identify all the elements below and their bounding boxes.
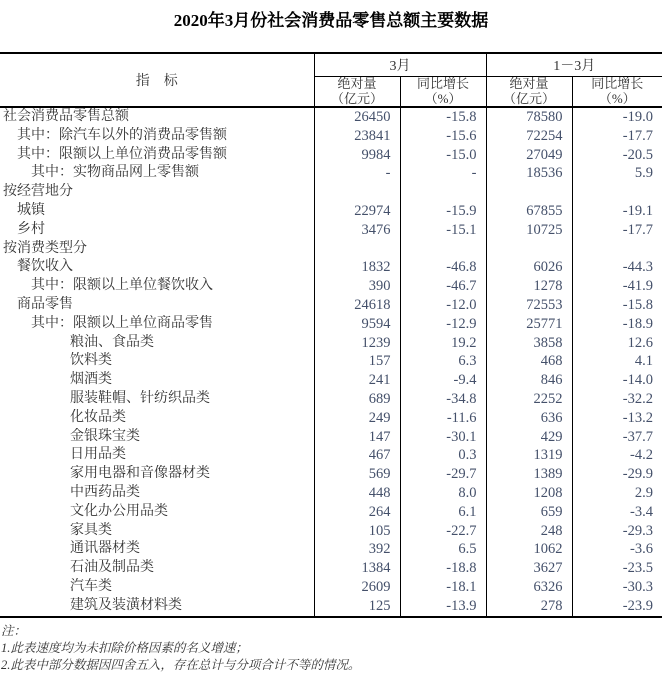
value-cell-march-yoy: -22.7	[400, 522, 486, 541]
table-row	[0, 597, 662, 617]
value-cell-march-yoy: -34.8	[400, 390, 486, 409]
value-cell-march-abs: 392	[314, 540, 400, 559]
value-cell-janmar-yoy	[572, 183, 662, 202]
value-cell-janmar-abs: 636	[486, 409, 572, 428]
table-row	[0, 107, 662, 127]
value-cell-march-abs: 23841	[314, 127, 400, 146]
value-cell-janmar-abs: 27049	[486, 146, 572, 165]
value-cell-janmar-yoy: -13.2	[572, 409, 662, 428]
value-cell-janmar-yoy: -19.0	[572, 107, 662, 127]
value-cell-march-abs: -	[314, 164, 400, 183]
value-cell-janmar-yoy: -19.1	[572, 202, 662, 221]
value-cell-march-abs: 569	[314, 465, 400, 484]
value-cell-march-abs: 264	[314, 503, 400, 522]
value-cell-janmar-abs: 3627	[486, 559, 572, 578]
table-body	[0, 107, 662, 617]
indicator-cell: 其中：限额以上单位消费品零售额	[0, 146, 314, 165]
table-row	[0, 352, 662, 371]
table-row	[0, 540, 662, 559]
table-row	[0, 465, 662, 484]
table-row	[0, 202, 662, 221]
value-cell-march-yoy: -	[400, 164, 486, 183]
indicator-cell: 其中：实物商品网上零售额	[0, 164, 314, 183]
value-cell-march-abs: 3476	[314, 221, 400, 240]
notes	[1, 623, 662, 674]
value-cell-march-abs: 22974	[314, 202, 400, 221]
note-line: 2.此表中部分数据因四舍五入，存在总计与分项合计不等的情况。	[1, 657, 662, 674]
value-cell-janmar-yoy: -23.9	[572, 597, 662, 617]
value-cell-janmar-yoy: -29.9	[572, 465, 662, 484]
value-cell-march-abs: 147	[314, 428, 400, 447]
indicator-cell: 文化办公用品类	[0, 503, 314, 522]
col-header-line: （亿元）	[315, 92, 400, 107]
indicator-cell: 社会消费品零售总额	[0, 107, 314, 127]
value-cell-janmar-abs: 78580	[486, 107, 572, 127]
indicator-cell: 日用品类	[0, 446, 314, 465]
value-cell-janmar-yoy: 2.9	[572, 484, 662, 503]
value-cell-janmar-abs: 1389	[486, 465, 572, 484]
notes-label: 注：	[1, 623, 662, 640]
indicator-cell: 化妆品类	[0, 409, 314, 428]
indicator-cell: 其中：限额以上单位餐饮收入	[0, 277, 314, 296]
col-header-line: 绝对量	[315, 77, 400, 92]
value-cell-march-abs	[314, 183, 400, 202]
value-cell-janmar-yoy: -17.7	[572, 127, 662, 146]
value-cell-janmar-abs: 6026	[486, 258, 572, 277]
value-cell-march-yoy: 6.3	[400, 352, 486, 371]
value-cell-janmar-abs: 72254	[486, 127, 572, 146]
value-cell-march-abs: 1832	[314, 258, 400, 277]
value-cell-janmar-abs: 18536	[486, 164, 572, 183]
value-cell-janmar-abs: 248	[486, 522, 572, 541]
value-cell-janmar-yoy: -44.3	[572, 258, 662, 277]
value-cell-janmar-yoy: -23.5	[572, 559, 662, 578]
value-cell-march-yoy	[400, 183, 486, 202]
indicator-cell: 烟酒类	[0, 371, 314, 390]
indicator-cell: 按消费类型分	[0, 240, 314, 259]
value-cell-janmar-yoy	[572, 240, 662, 259]
value-cell-janmar-abs	[486, 183, 572, 202]
value-cell-march-abs: 24618	[314, 296, 400, 315]
value-cell-janmar-abs: 1319	[486, 446, 572, 465]
value-cell-march-abs: 1239	[314, 334, 400, 353]
indicator-cell: 其中：限额以上单位商品零售	[0, 315, 314, 334]
value-cell-janmar-yoy: -41.9	[572, 277, 662, 296]
value-cell-janmar-yoy: -30.3	[572, 578, 662, 597]
col-group-jan-mar: 1－3月	[486, 53, 662, 77]
value-cell-march-yoy: -9.4	[400, 371, 486, 390]
indicator-cell: 建筑及装潢材料类	[0, 597, 314, 617]
value-cell-janmar-abs: 72553	[486, 296, 572, 315]
value-cell-janmar-yoy: -3.4	[572, 503, 662, 522]
indicator-cell: 家具类	[0, 522, 314, 541]
value-cell-march-yoy: 6.5	[400, 540, 486, 559]
table-row	[0, 428, 662, 447]
value-cell-janmar-abs: 659	[486, 503, 572, 522]
value-cell-march-yoy: -46.8	[400, 258, 486, 277]
value-cell-janmar-abs: 2252	[486, 390, 572, 409]
indicator-cell: 饮料类	[0, 352, 314, 371]
value-cell-janmar-yoy: 5.9	[572, 164, 662, 183]
col-header-line: 同比增长	[573, 77, 662, 92]
value-cell-janmar-yoy: -15.8	[572, 296, 662, 315]
value-cell-march-abs: 448	[314, 484, 400, 503]
value-cell-march-yoy: -15.0	[400, 146, 486, 165]
col-header-line: 同比增长	[401, 77, 486, 92]
indicator-cell: 汽车类	[0, 578, 314, 597]
value-cell-janmar-yoy: -17.7	[572, 221, 662, 240]
table-row	[0, 146, 662, 165]
value-cell-janmar-abs: 278	[486, 597, 572, 617]
page-title: 2020年3月份社会消费品零售总额主要数据	[0, 10, 662, 32]
value-cell-march-abs: 2609	[314, 578, 400, 597]
indicator-cell: 乡村	[0, 221, 314, 240]
value-cell-march-yoy: -15.8	[400, 107, 486, 127]
value-cell-march-yoy: -12.0	[400, 296, 486, 315]
value-cell-march-abs: 249	[314, 409, 400, 428]
indicator-cell: 通讯器材类	[0, 540, 314, 559]
value-cell-march-yoy: -29.7	[400, 465, 486, 484]
table-row	[0, 334, 662, 353]
value-cell-march-yoy: -11.6	[400, 409, 486, 428]
value-cell-janmar-abs: 1278	[486, 277, 572, 296]
value-cell-janmar-yoy: -18.9	[572, 315, 662, 334]
value-cell-march-abs: 9984	[314, 146, 400, 165]
indicator-cell: 商品零售	[0, 296, 314, 315]
header-group-row	[0, 53, 662, 77]
value-cell-march-abs: 390	[314, 277, 400, 296]
indicator-cell: 按经营地分	[0, 183, 314, 202]
col-header-march-abs	[314, 77, 400, 108]
col-header-janmar-abs	[486, 77, 572, 108]
table-row	[0, 409, 662, 428]
note-line: 1.此表速度均为未扣除价格因素的名义增速；	[1, 640, 662, 657]
col-header-march-yoy	[400, 77, 486, 108]
value-cell-janmar-abs: 6326	[486, 578, 572, 597]
table-row	[0, 277, 662, 296]
table-row	[0, 484, 662, 503]
value-cell-march-abs: 157	[314, 352, 400, 371]
value-cell-janmar-yoy: 12.6	[572, 334, 662, 353]
table-header	[0, 53, 662, 107]
value-cell-march-yoy	[400, 240, 486, 259]
value-cell-janmar-abs: 846	[486, 371, 572, 390]
table-row	[0, 221, 662, 240]
table-row	[0, 522, 662, 541]
table-row	[0, 164, 662, 183]
table-row	[0, 371, 662, 390]
value-cell-janmar-yoy: -29.3	[572, 522, 662, 541]
value-cell-march-abs	[314, 240, 400, 259]
value-cell-march-abs: 9594	[314, 315, 400, 334]
col-group-march: 3月	[314, 53, 486, 77]
col-header-janmar-yoy	[572, 77, 662, 108]
indicator-cell: 石油及制品类	[0, 559, 314, 578]
table-row	[0, 559, 662, 578]
value-cell-march-yoy: -13.9	[400, 597, 486, 617]
value-cell-march-abs: 467	[314, 446, 400, 465]
value-cell-march-yoy: 6.1	[400, 503, 486, 522]
value-cell-janmar-yoy: -4.2	[572, 446, 662, 465]
value-cell-janmar-abs: 429	[486, 428, 572, 447]
value-cell-janmar-abs: 67855	[486, 202, 572, 221]
value-cell-janmar-abs: 1208	[486, 484, 572, 503]
indicator-cell: 粮油、食品类	[0, 334, 314, 353]
value-cell-march-yoy: -15.6	[400, 127, 486, 146]
value-cell-janmar-yoy: -32.2	[572, 390, 662, 409]
value-cell-janmar-abs: 3858	[486, 334, 572, 353]
col-header-indicator: 指 标	[0, 53, 314, 107]
value-cell-janmar-abs: 468	[486, 352, 572, 371]
table-row	[0, 240, 662, 259]
value-cell-march-abs: 241	[314, 371, 400, 390]
data-table	[0, 52, 662, 618]
value-cell-janmar-abs	[486, 240, 572, 259]
value-cell-march-yoy: 8.0	[400, 484, 486, 503]
value-cell-march-yoy: -18.1	[400, 578, 486, 597]
value-cell-march-abs: 1384	[314, 559, 400, 578]
value-cell-march-abs: 125	[314, 597, 400, 617]
col-header-line: （%）	[573, 92, 662, 107]
table-row	[0, 503, 662, 522]
col-header-line: （%）	[401, 92, 486, 107]
indicator-cell: 家用电器和音像器材类	[0, 465, 314, 484]
table-row	[0, 258, 662, 277]
value-cell-janmar-yoy: -37.7	[572, 428, 662, 447]
value-cell-march-abs: 105	[314, 522, 400, 541]
value-cell-march-yoy: -30.1	[400, 428, 486, 447]
indicator-cell: 其中：除汽车以外的消费品零售额	[0, 127, 314, 146]
indicator-cell: 金银珠宝类	[0, 428, 314, 447]
value-cell-janmar-yoy: -20.5	[572, 146, 662, 165]
value-cell-march-yoy: -15.9	[400, 202, 486, 221]
indicator-cell: 中西药品类	[0, 484, 314, 503]
value-cell-janmar-yoy: 4.1	[572, 352, 662, 371]
value-cell-march-yoy: -46.7	[400, 277, 486, 296]
value-cell-march-yoy: 19.2	[400, 334, 486, 353]
table-row	[0, 183, 662, 202]
table-row	[0, 315, 662, 334]
value-cell-march-yoy: 0.3	[400, 446, 486, 465]
value-cell-janmar-yoy: -14.0	[572, 371, 662, 390]
col-header-line: 绝对量	[487, 77, 572, 92]
value-cell-march-yoy: -18.8	[400, 559, 486, 578]
value-cell-march-abs: 689	[314, 390, 400, 409]
indicator-cell: 城镇	[0, 202, 314, 221]
value-cell-march-yoy: -12.9	[400, 315, 486, 334]
table-row	[0, 296, 662, 315]
value-cell-janmar-abs: 10725	[486, 221, 572, 240]
value-cell-janmar-yoy: -3.6	[572, 540, 662, 559]
table-row	[0, 390, 662, 409]
indicator-cell: 服装鞋帽、针纺织品类	[0, 390, 314, 409]
value-cell-march-yoy: -15.1	[400, 221, 486, 240]
value-cell-janmar-abs: 25771	[486, 315, 572, 334]
table-row	[0, 127, 662, 146]
value-cell-janmar-abs: 1062	[486, 540, 572, 559]
col-header-line: （亿元）	[487, 92, 572, 107]
table-row	[0, 446, 662, 465]
value-cell-march-abs: 26450	[314, 107, 400, 127]
indicator-cell: 餐饮收入	[0, 258, 314, 277]
table-row	[0, 578, 662, 597]
